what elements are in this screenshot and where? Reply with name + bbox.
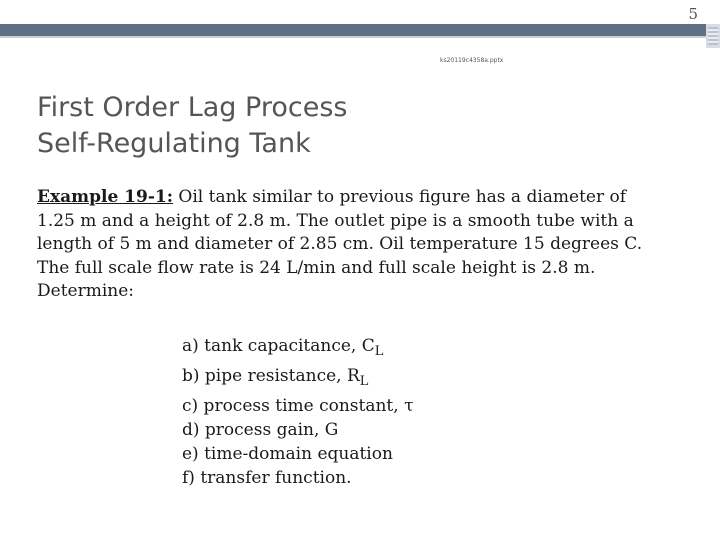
list-item	[182, 334, 413, 364]
example-label: Example 19-1:	[37, 187, 173, 207]
example-line-2: 1.25 m and a height of 2.8 m. The outlet pipe is a smooth tube with a	[37, 210, 634, 231]
example-paragraph	[37, 186, 665, 304]
list-item	[182, 442, 413, 466]
list-item-text: f) transfer function.	[182, 468, 352, 488]
title-line-2: Self-Regulating Tank	[37, 128, 311, 159]
list-item-text: c) process time constant, τ	[182, 396, 414, 416]
list-item-text: b) pipe resistance, R	[182, 366, 360, 386]
header-band	[0, 24, 706, 36]
list-item	[182, 418, 413, 442]
list-item-text: a) tank capacitance, C	[182, 336, 375, 356]
example-line-1: Oil tank similar to previous figure has a diameter of	[173, 187, 627, 207]
header-band-underline	[0, 36, 706, 38]
page-number: 5	[688, 5, 698, 23]
list-item	[182, 394, 413, 418]
header-side-stripes	[708, 27, 718, 45]
list-item-text: d) process gain, G	[182, 420, 339, 440]
example-line-4: The full scale flow rate is 24 L/min and full scale height is 2.8 m.	[37, 257, 596, 278]
list-item-subscript: L	[374, 344, 384, 359]
file-name: ks20119c4358a.pptx	[440, 57, 504, 64]
example-line-5: Determine:	[37, 281, 135, 301]
slide-title	[37, 90, 347, 162]
example-line-3: length of 5 m and diameter of 2.85 cm. Oil temperature 15 degrees C.	[37, 234, 643, 254]
determine-list	[182, 334, 413, 490]
list-item	[182, 364, 413, 394]
list-item	[182, 466, 413, 490]
list-item-text: e) time-domain equation	[182, 444, 393, 464]
title-line-1: First Order Lag Process	[37, 92, 348, 123]
list-item-subscript: L	[359, 374, 369, 389]
